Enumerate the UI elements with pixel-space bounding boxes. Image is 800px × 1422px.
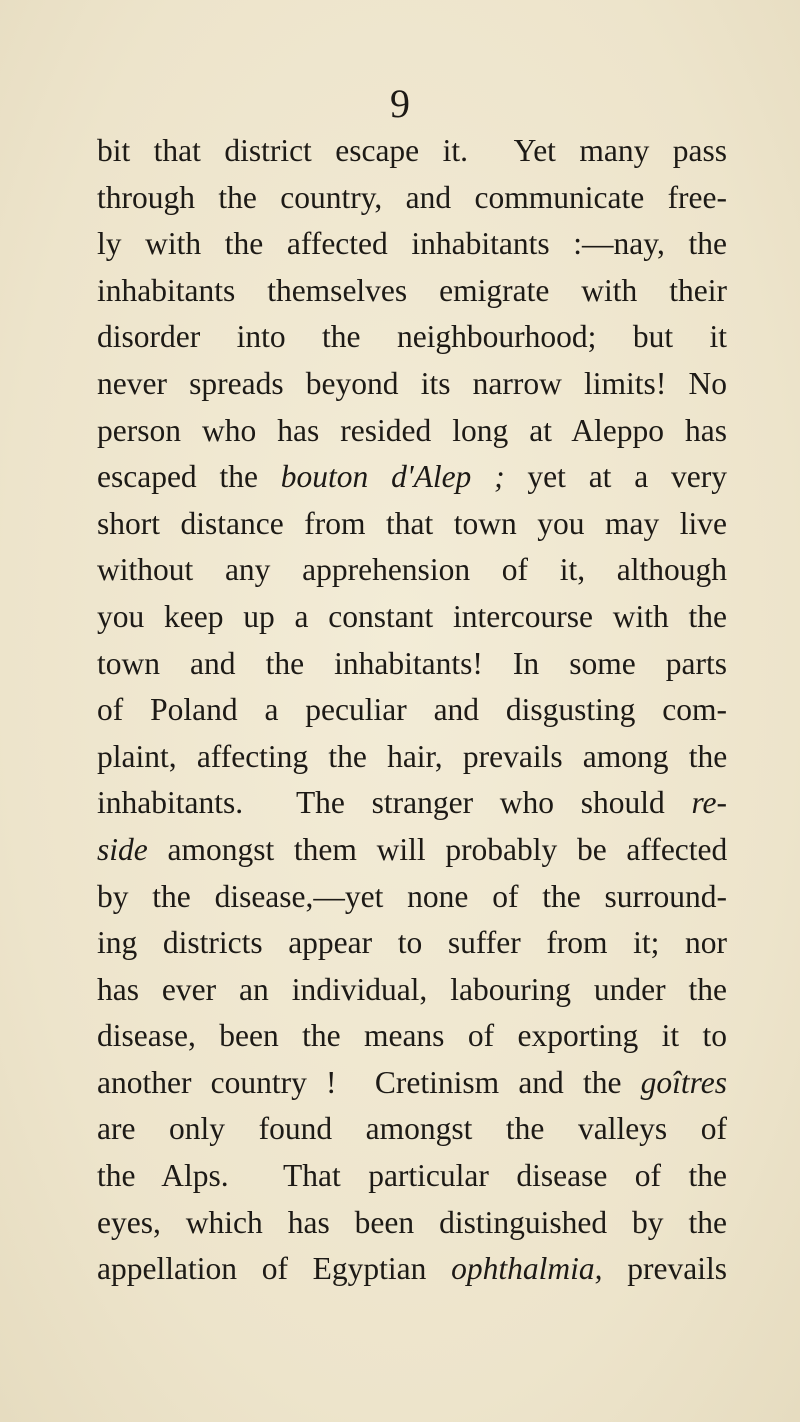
text-line: [97, 874, 727, 921]
text-segment: through the country, and communicate free-: [97, 179, 727, 215]
text-line: [97, 734, 727, 781]
text-segment: never spreads beyond its narrow limits! No: [97, 365, 727, 401]
text-line: [97, 594, 727, 641]
text-line: [97, 1106, 727, 1153]
text-segment: inhabitants themselves emigrate with their: [97, 272, 727, 308]
italic-text: ophthalmia,: [451, 1251, 603, 1287]
text-segment: without any apprehension of it, although: [97, 552, 727, 588]
text-segment: of Poland a peculiar and disgusting com-: [97, 692, 727, 728]
italic-text: re-: [691, 785, 727, 821]
italic-text: bouton d'Alep ;: [280, 459, 505, 495]
text-segment: the Alps. That particular disease of the: [97, 1158, 727, 1194]
text-line: [97, 454, 727, 501]
text-line: [97, 1060, 727, 1107]
text-segment: you keep up a constant intercourse with the: [97, 598, 727, 634]
text-line: [97, 641, 727, 688]
page-number: 9: [390, 81, 410, 126]
text-segment: person who has resided long at Aleppo has: [97, 412, 728, 448]
text-line: [97, 501, 727, 548]
text-segment: disease, been the means of exporting it to: [97, 1018, 727, 1054]
text-segment: yet at a very: [504, 459, 728, 495]
text-segment: town and the inhabitants! In some parts: [97, 645, 727, 681]
text-line: [97, 361, 727, 408]
text-segment: appellation of Egyptian: [97, 1251, 452, 1287]
text-segment: prevails: [602, 1251, 728, 1287]
text-line: [97, 827, 727, 874]
body-text: [97, 128, 727, 1293]
text-segment: disorder into the neighbourhood; but it: [97, 319, 727, 355]
text-segment: short distance from that town you may live: [97, 505, 727, 541]
text-segment: amongst them will probably be affected: [147, 831, 728, 867]
text-segment: inhabitants. The stranger who should: [97, 785, 692, 821]
text-segment: has ever an individual, labouring under the: [97, 971, 727, 1007]
text-segment: escaped the: [97, 459, 281, 495]
text-line: [97, 408, 727, 455]
text-line: [97, 687, 727, 734]
text-line: [97, 780, 727, 827]
text-line: [97, 967, 727, 1014]
text-line: [97, 1153, 727, 1200]
text-segment: plaint, affecting the hair, prevails among the: [97, 738, 728, 774]
text-segment: ly with the affected inhabitants :—nay, the: [97, 226, 727, 262]
text-segment: another country ! Cretinism and the: [97, 1064, 641, 1100]
text-segment: eyes, which has been distinguished by the: [97, 1204, 727, 1240]
text-segment: bit that district escape it. Yet many pass: [97, 133, 727, 168]
text-line: [97, 175, 727, 222]
text-segment: are only found amongst the valleys of: [97, 1111, 727, 1147]
italic-text: side: [97, 831, 148, 867]
text-segment: by the disease,—yet none of the surround-: [97, 878, 727, 914]
text-line: [97, 1246, 727, 1293]
text-line: [97, 547, 727, 594]
text-line: [97, 268, 727, 315]
text-line: [97, 314, 727, 361]
text-line: [97, 128, 727, 175]
text-line: [97, 1013, 727, 1060]
text-line: [97, 221, 727, 268]
italic-text: goîtres: [640, 1064, 727, 1100]
text-segment: ing districts appear to suffer from it; nor: [97, 925, 727, 961]
text-line: [97, 920, 727, 967]
text-line: [97, 1200, 727, 1247]
